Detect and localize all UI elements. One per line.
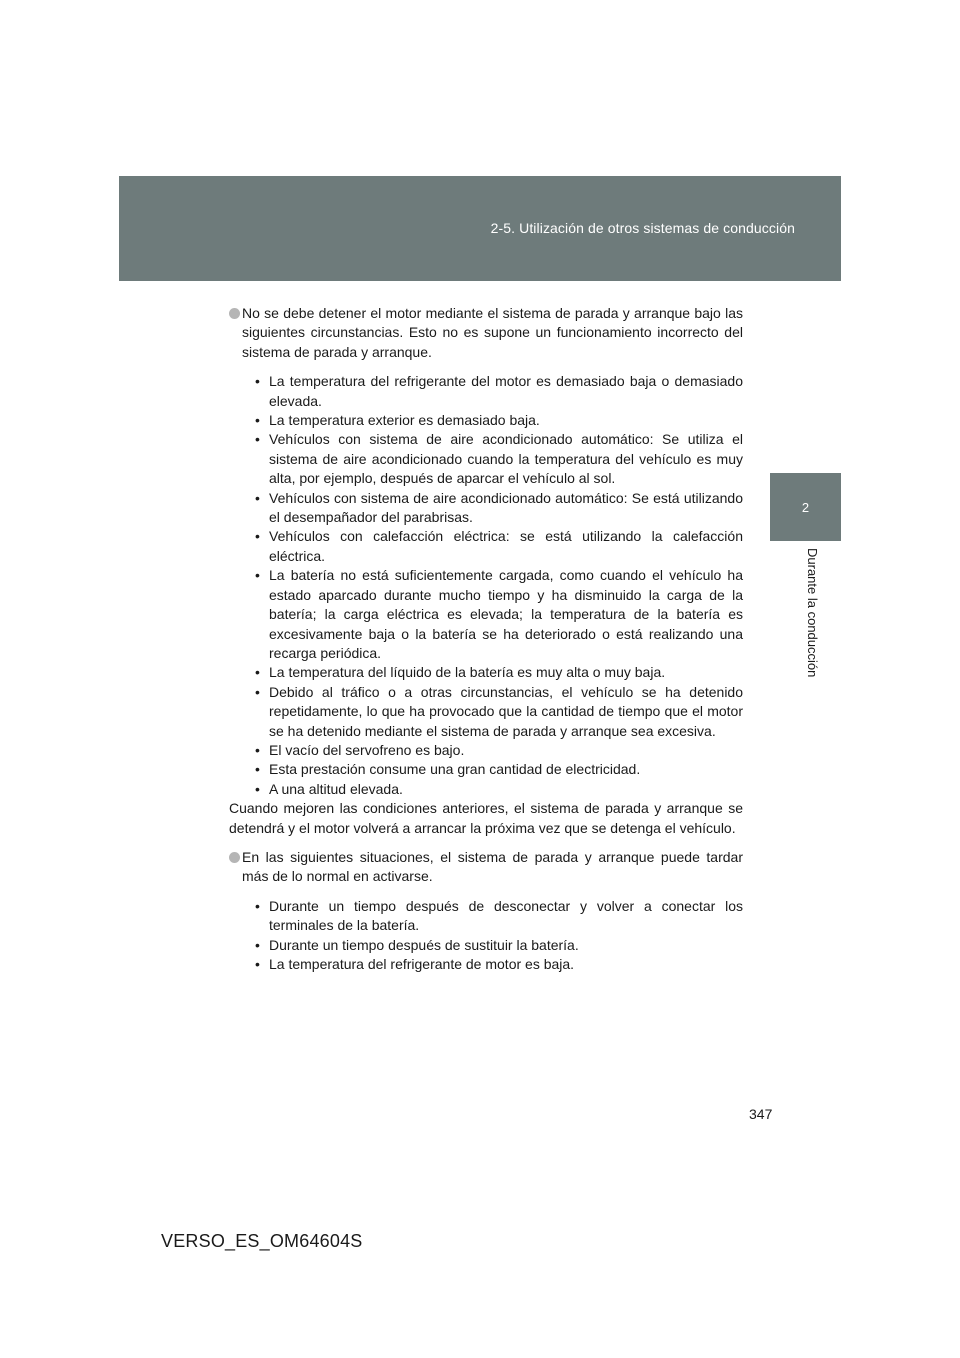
- bullet-dot-icon: [229, 308, 240, 319]
- list-item: • La temperatura del líquido de la batería es muy alta o muy baja.: [255, 664, 666, 681]
- list-item: • Esta prestación consume una gran cantidad de electricidad.: [255, 761, 641, 778]
- note-intro-2: En las siguientes situaciones, el sistema de parada y arranque puede tardar más de lo normal en activarse.: [242, 848, 743, 885]
- note-block-1: [229, 304, 743, 799]
- list-item: • Durante un tiempo después de sustituir la batería.: [255, 936, 579, 953]
- condition-list-2: [242, 897, 743, 975]
- chapter-tab: [770, 473, 841, 541]
- page-number: 347: [749, 1106, 773, 1122]
- list-item: • La temperatura exterior es demasiado baja.: [255, 412, 540, 429]
- list-item: • Durante un tiempo después de desconectar y volver a conectar los terminales de la batería.: [255, 897, 743, 934]
- document-code: VERSO_ES_OM64604S: [161, 1231, 363, 1251]
- condition-list-1: [242, 372, 743, 799]
- closing-paragraph: Cuando mejoren las condiciones anteriores, el sistema de parada y arranque se detendrá y el motor volverá a arrancar la próxima vez que se detenga el vehículo.: [229, 800, 743, 836]
- section-title: 2-5. Utilización de otros sistemas de conducción: [490, 220, 795, 236]
- chapter-label: Durante la conducción: [805, 548, 820, 678]
- chapter-number: 2: [801, 500, 810, 515]
- bullet-dot-icon: [229, 852, 240, 863]
- list-item: • Vehículos con sistema de aire acondicionado automático: Se utiliza el sistema de aire acondicionado cuando la temperatura del vehículo es muy alta, por ejemplo, después de aparcar el vehículo al sol.: [255, 431, 743, 487]
- list-item: • El vacío del servofreno es bajo.: [255, 741, 465, 758]
- list-item: • La temperatura del refrigerante del motor es demasiado baja o demasiado elevada.: [255, 373, 743, 409]
- header-band: [119, 176, 841, 281]
- list-item: • Debido al tráfico o a otras circunstancias, el vehículo se ha detenido repetidamente, lo que ha provocado que la cantidad de tiempo que el motor se ha detenido mediante el sistema de parada y arranque sea excesiva.: [255, 683, 743, 739]
- note-block-2: [229, 848, 743, 974]
- main-content: [229, 304, 743, 974]
- note-intro-1: No se debe detener el motor mediante el sistema de parada y arranque bajo las siguientes circunstancias. Esto no es supone un funcionamiento incorrecto del sistema de parada y arranque.: [242, 305, 743, 360]
- list-item: • La temperatura del refrigerante de motor es baja.: [255, 956, 575, 972]
- list-item: • La batería no está suficientemente cargada, como cuando el vehículo ha estado aparcado durante mucho tiempo y ha disminuido la carga de la batería; la carga eléctrica es elevada; la temperatura de la batería es excesivamente baja o la batería se ha deteriorado o está realizando una recarga periódica.: [255, 567, 743, 661]
- list-item: • Vehículos con calefacción eléctrica: se está utilizando la calefacción eléctrica.: [255, 528, 743, 564]
- list-item: • Vehículos con sistema de aire acondicionado automático: Se está utilizando el desempañador del parabrisas.: [255, 489, 743, 526]
- list-item: • A una altitud elevada.: [255, 780, 403, 797]
